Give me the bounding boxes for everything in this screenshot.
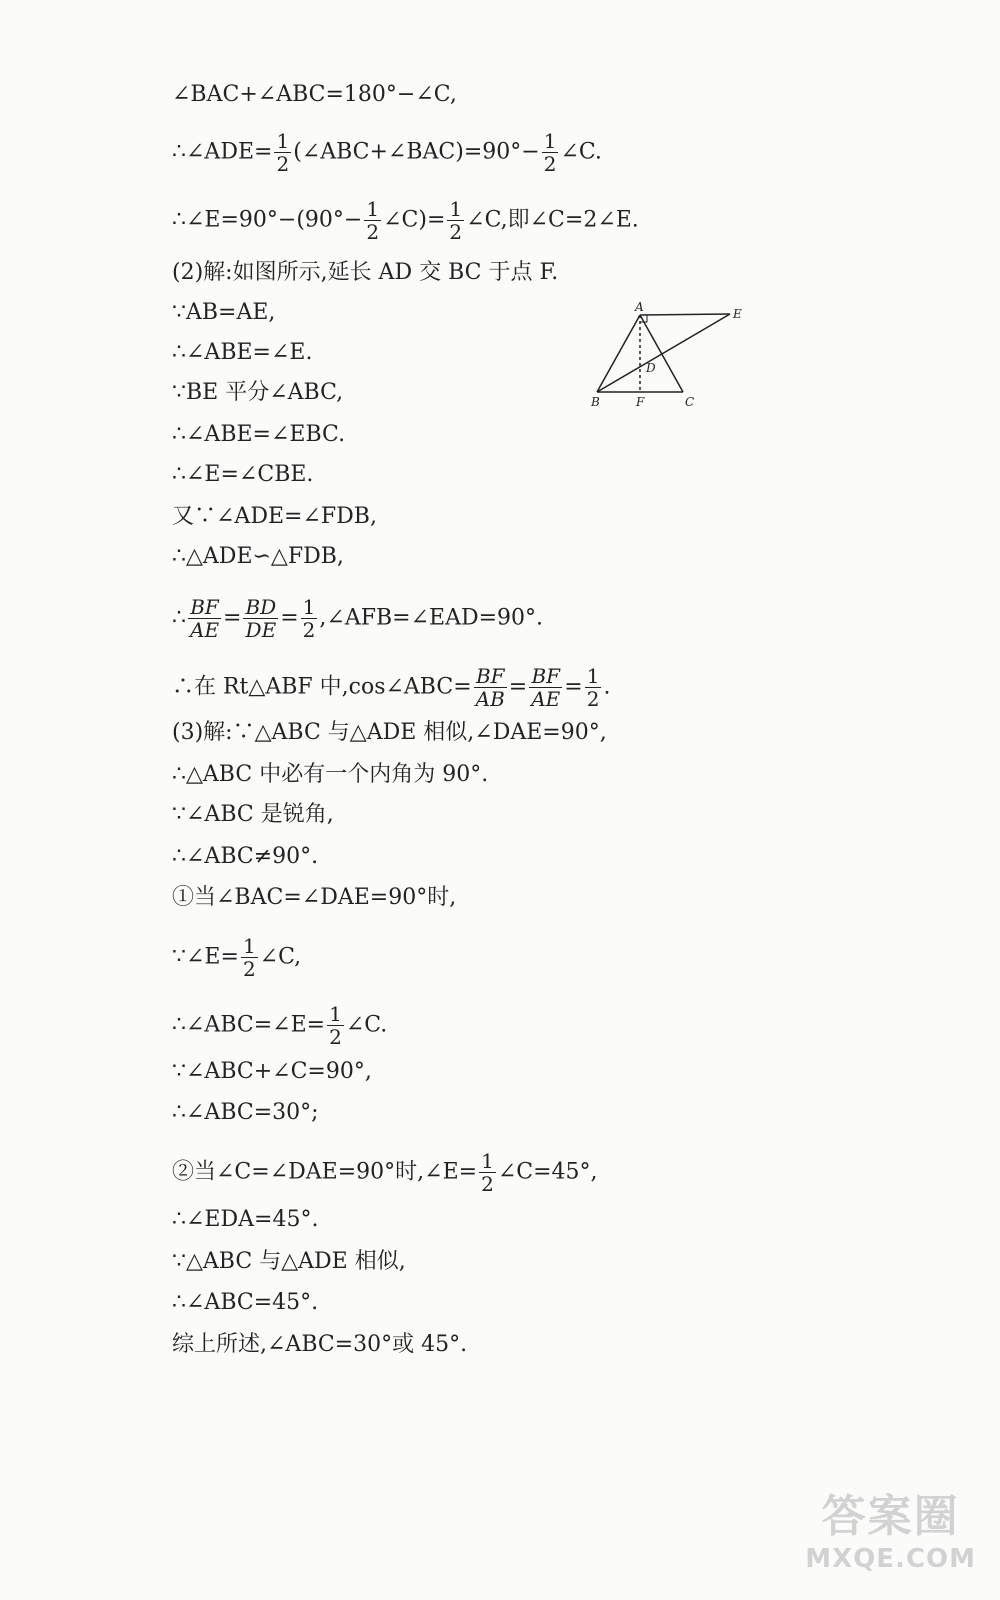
segment-ae xyxy=(640,314,730,315)
line-27 xyxy=(172,1330,467,1360)
line-9 xyxy=(172,460,313,490)
fraction xyxy=(447,198,464,243)
line-8 xyxy=(172,420,345,450)
line-5 xyxy=(172,298,275,328)
text: = xyxy=(564,674,583,700)
text: ①当∠BAC=∠DAE=90°时, xyxy=(172,885,457,910)
text: ∴∠ADE= xyxy=(172,139,273,165)
line-1 xyxy=(172,80,457,110)
denominator: 2 xyxy=(329,1025,342,1049)
fraction xyxy=(241,935,258,980)
denominator: 2 xyxy=(302,618,316,642)
text: ∴∠E=∠CBE. xyxy=(172,462,314,487)
numerator: 1 xyxy=(366,197,380,221)
text: (∠ABC+∠BAC)=90°− xyxy=(293,139,540,165)
line-25 xyxy=(172,1247,406,1277)
watermark-url: MXQE.COM xyxy=(805,1544,976,1574)
text: ∴∠ABC=∠E= xyxy=(172,1012,326,1038)
line-6 xyxy=(172,338,312,368)
text: ∴∠ABC=45°. xyxy=(172,1290,319,1315)
text: ∠BAC+∠ABC=180°−∠C, xyxy=(172,82,457,107)
denominator: AE xyxy=(190,618,220,642)
fraction xyxy=(542,130,559,175)
fraction xyxy=(364,198,381,243)
text: (2)解:如图所示,延长 AD 交 BC 于点 F. xyxy=(172,260,559,285)
segment-be xyxy=(597,314,730,392)
numerator: BD xyxy=(245,595,277,619)
numerator: BF xyxy=(188,596,221,619)
fraction xyxy=(188,596,221,641)
denominator: 2 xyxy=(449,220,463,244)
text: ∴∠ABE=∠E. xyxy=(172,340,313,365)
line-2 xyxy=(172,130,602,175)
line-23 xyxy=(172,1150,598,1195)
fraction xyxy=(274,130,291,175)
text: ∵∠ABC+∠C=90°, xyxy=(172,1059,372,1084)
text: ∵△ABC 与△ADE 相似, xyxy=(172,1249,406,1274)
text: . xyxy=(603,674,611,700)
line-14 xyxy=(172,718,607,748)
text: ②当∠C=∠DAE=90°时,∠E= xyxy=(172,1159,478,1185)
numerator: 1 xyxy=(481,1149,494,1173)
watermark-title: 答案圈 xyxy=(821,1491,960,1542)
line-4 xyxy=(172,258,558,288)
fraction xyxy=(474,665,507,710)
line-16 xyxy=(172,800,334,830)
line-19 xyxy=(172,935,301,980)
text: ∠C,即∠C=2∠E. xyxy=(466,207,639,233)
line-26 xyxy=(172,1288,318,1318)
numerator: 1 xyxy=(329,1002,342,1026)
text: ∵∠E= xyxy=(172,944,239,970)
denominator: 2 xyxy=(543,152,557,176)
numerator: 1 xyxy=(242,934,256,958)
numerator: 1 xyxy=(449,197,463,221)
text: 综上所述,∠ABC=30°或 45°. xyxy=(172,1332,468,1357)
numerator: BF xyxy=(474,665,507,688)
numerator: 1 xyxy=(543,129,557,153)
numerator: 1 xyxy=(276,129,290,153)
fraction xyxy=(479,1150,496,1195)
denominator: AE xyxy=(531,687,561,711)
text: ∴△ABC 中必有一个内角为 90°. xyxy=(172,762,489,787)
label-e: E xyxy=(733,307,742,321)
text: ∵AB=AE, xyxy=(172,300,276,325)
fraction xyxy=(243,596,278,641)
fraction xyxy=(529,665,562,710)
line-20 xyxy=(172,1003,387,1048)
text: ∠C=45°, xyxy=(497,1159,598,1185)
triangle-diagram xyxy=(585,300,755,420)
text: ∴∠ABE=∠EBC. xyxy=(172,422,346,447)
text: ∠C. xyxy=(560,139,602,165)
text: ∠C. xyxy=(345,1012,388,1038)
line-11 xyxy=(172,542,344,572)
denominator: 2 xyxy=(242,957,256,981)
text: = xyxy=(223,605,242,631)
denominator: 2 xyxy=(276,152,290,176)
denominator: AB xyxy=(475,687,505,711)
numerator: 1 xyxy=(302,595,316,619)
line-21 xyxy=(172,1057,372,1087)
text: ∴∠ABC=30°; xyxy=(172,1100,319,1125)
text: ∠C)= xyxy=(383,207,446,233)
line-17 xyxy=(172,842,318,872)
text: ∴在 Rt△ABF 中,cos∠ABC= xyxy=(172,674,472,700)
text: = xyxy=(280,605,299,631)
denominator: 2 xyxy=(586,687,600,711)
segment-ab xyxy=(597,315,640,392)
line-7 xyxy=(172,378,343,408)
line-3 xyxy=(172,198,639,243)
text: ∴△ADE∽△FDB, xyxy=(172,544,344,569)
numerator: BF xyxy=(529,665,562,688)
text: ∵∠ABC 是锐角, xyxy=(172,802,334,827)
text: (3)解:∵△ABC 与△ADE 相似,∠DAE=90°, xyxy=(172,720,607,745)
denominator: DE xyxy=(245,618,277,642)
label-c: C xyxy=(685,395,695,409)
line-12 xyxy=(172,596,543,641)
line-18 xyxy=(172,883,456,913)
denominator: 2 xyxy=(481,1172,494,1196)
label-f: F xyxy=(636,395,645,409)
label-b: B xyxy=(591,395,600,409)
numerator: 1 xyxy=(586,664,600,688)
fraction xyxy=(327,1003,344,1048)
text: ∴∠ABC≠90°. xyxy=(172,844,319,869)
text: ∵BE 平分∠ABC, xyxy=(172,380,344,405)
watermark-logo xyxy=(805,1480,976,1574)
line-13 xyxy=(172,665,610,710)
line-10 xyxy=(172,502,377,532)
label-a: A xyxy=(635,300,644,314)
denominator: 2 xyxy=(366,220,380,244)
label-d: D xyxy=(646,361,656,375)
fraction xyxy=(301,596,318,641)
text: ∠C, xyxy=(259,944,302,970)
text: 又∵∠ADE=∠FDB, xyxy=(172,504,377,529)
fraction xyxy=(585,665,602,710)
line-22 xyxy=(172,1098,319,1128)
line-15 xyxy=(172,760,488,790)
line-24 xyxy=(172,1205,318,1235)
text: ,∠AFB=∠EAD=90°. xyxy=(319,605,544,631)
text: = xyxy=(508,674,528,700)
text: ∴∠E=90°−(90°− xyxy=(172,207,363,233)
text: ∴ xyxy=(172,605,186,631)
text: ∴∠EDA=45°. xyxy=(172,1207,319,1232)
